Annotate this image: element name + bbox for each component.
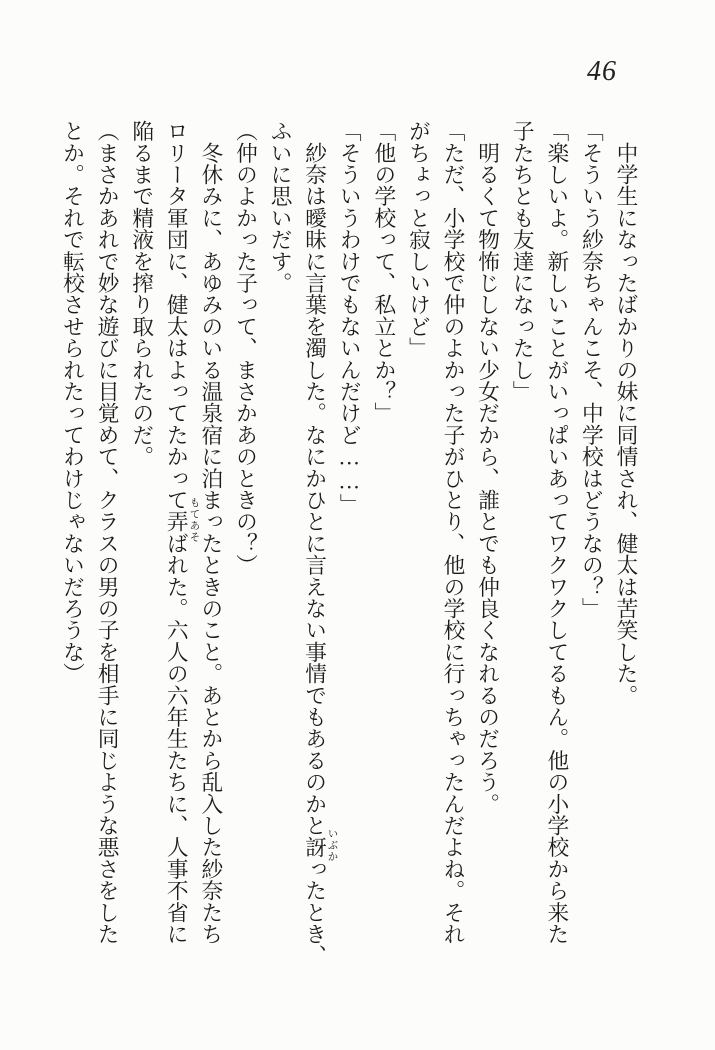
line-segment: ったとき、 <box>302 857 327 967</box>
text-line: 子たちとも友達になったし」 <box>510 120 535 403</box>
text-line: 「そういうわけでもないんだけど……」 <box>337 120 362 516</box>
text-line: がちょっと寂しいけど」 <box>406 120 431 359</box>
text-line: 陥るまで精液を搾り取られたのだ。 <box>129 120 154 468</box>
line-segment: ロリータ軍団に、健太はよってたかって <box>164 120 189 511</box>
vertical-text-block <box>54 120 643 970</box>
text-line: 「楽しいよ。新しいことがいっぱいあってワクワクしてるもん。他の小学校から来た <box>544 120 569 945</box>
text-line: 明るくて物怖じしない少女だから、誰とでも仲良くなれるのだろう。 <box>475 120 500 815</box>
page-number: 46 <box>587 56 617 87</box>
ruby-base: 弄 <box>164 510 189 533</box>
line-segment: 紗奈は曖昧に言葉を濁した。なにかひとに言えない事情でもあるのかと <box>302 120 327 837</box>
text-line: とか。それで転校させられたってわけじゃないだろうな） <box>60 120 85 685</box>
text-line: 冬休みに、あゆみのいる温泉宿に泊まったときのこと。あとから乱入した紗奈たち <box>198 120 223 945</box>
text-line: （まさかあれで妙な遊びに目覚めて、クラスの男の子を相手に同じような悪さをした <box>95 120 120 945</box>
text-line: （仲のよかった子って、まさかあのときの？） <box>233 120 258 576</box>
text-line: 「他の学校って、私立とか？」 <box>371 120 396 424</box>
furigana: もてあそ <box>188 497 200 543</box>
text-line: ふいに思いだす。 <box>268 120 293 294</box>
furigana: いぶか <box>326 828 338 863</box>
ruby-base: 訝 <box>302 836 327 858</box>
text-line <box>159 120 194 970</box>
text-line: 「そういう紗奈ちゃんこそ、中学校はどうなの？」 <box>579 120 604 620</box>
text-line: 中学生になったばかりの妹に同情され、健太は苦笑した。 <box>614 120 638 706</box>
line-segment: ばれた。六人の六年生たちに、人事不省に <box>164 532 189 945</box>
text-line: 「ただ、小学校で仲のよかった子がひとり、他の学校に行っちゃったんだよね。それ <box>441 120 466 945</box>
